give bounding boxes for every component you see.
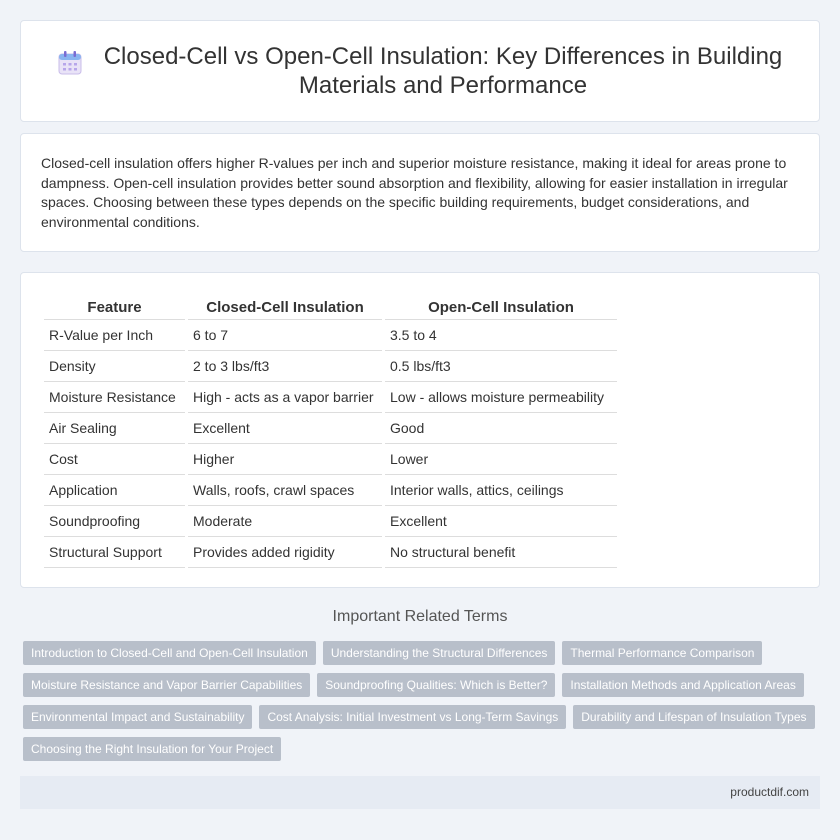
table-row [44, 382, 617, 413]
related-term-tag[interactable]: Moisture Resistance and Vapor Barrier Capabilities [23, 673, 310, 697]
table-header-feature: Feature [44, 295, 185, 320]
table-cell: 3.5 to 4 [385, 320, 617, 351]
table-cell: Lower [385, 444, 617, 475]
related-term-tag[interactable]: Installation Methods and Application Areas [562, 673, 803, 697]
table-cell: Structural Support [44, 537, 185, 568]
related-term-tag[interactable]: Understanding the Structural Differences [323, 641, 556, 665]
table-cell: 6 to 7 [188, 320, 382, 351]
related-term-tag[interactable]: Cost Analysis: Initial Investment vs Long-Term Savings [259, 705, 566, 729]
intro-card [20, 133, 820, 252]
table-cell: Provides added rigidity [188, 537, 382, 568]
table-cell: No structural benefit [385, 537, 617, 568]
related-terms-list [23, 641, 823, 769]
intro-text: Closed-cell insulation offers higher R-values per inch and superior moisture resistance, making it ideal for areas prone to dampness. Open-cell insulation provides better sound absorption and flexibility, allowing for easier installation in irregular spaces. Choosing between these types depends on the specific building requirements, budget considerations, and environmental conditions. [41, 155, 788, 230]
table-header-closed-cell: Closed-Cell Insulation [188, 295, 382, 320]
related-term-tag[interactable]: Soundproofing Qualities: Which is Better? [317, 673, 555, 697]
header-inner [57, 42, 783, 100]
table-cell: Higher [188, 444, 382, 475]
table-cell: Density [44, 351, 185, 382]
footer [20, 776, 820, 809]
table-cell: Application [44, 475, 185, 506]
calendar-icon [57, 50, 83, 76]
table-row [44, 320, 617, 351]
comparison-table-card [20, 272, 820, 588]
related-term-tag[interactable]: Choosing the Right Insulation for Your Project [23, 737, 281, 761]
comparison-table [41, 295, 620, 568]
table-header-open-cell: Open-Cell Insulation [385, 295, 617, 320]
table-cell: Cost [44, 444, 185, 475]
table-cell: Moderate [188, 506, 382, 537]
table-cell: Air Sealing [44, 413, 185, 444]
related-term-tag[interactable]: Environmental Impact and Sustainability [23, 705, 252, 729]
header-card [20, 20, 820, 122]
table-cell: Excellent [188, 413, 382, 444]
table-cell: Walls, roofs, crawl spaces [188, 475, 382, 506]
table-row [44, 413, 617, 444]
footer-site-link[interactable]: productdif.com [730, 785, 809, 799]
related-term-tag[interactable]: Durability and Lifespan of Insulation Types [573, 705, 814, 729]
table-cell: Good [385, 413, 617, 444]
table-cell: Interior walls, attics, ceilings [385, 475, 617, 506]
page-title: Closed-Cell vs Open-Cell Insulation: Key Differences in Building Materials and Performance [103, 43, 783, 99]
table-cell: 0.5 lbs/ft3 [385, 351, 617, 382]
table-row [44, 351, 617, 382]
table-row [44, 475, 617, 506]
table-cell: 2 to 3 lbs/ft3 [188, 351, 382, 382]
related-terms-title: Important Related Terms [332, 608, 508, 625]
table-row [44, 444, 617, 475]
table-row [44, 506, 617, 537]
table-cell: Moisture Resistance [44, 382, 185, 413]
table-cell: R-Value per Inch [44, 320, 185, 351]
table-cell: Soundproofing [44, 506, 185, 537]
table-cell: Low - allows moisture permeability [385, 382, 617, 413]
related-term-tag[interactable]: Thermal Performance Comparison [562, 641, 762, 665]
table-row [44, 537, 617, 568]
table-cell: High - acts as a vapor barrier [188, 382, 382, 413]
related-term-tag[interactable]: Introduction to Closed-Cell and Open-Cell Insulation [23, 641, 316, 665]
table-header-row [44, 295, 617, 320]
table-cell: Excellent [385, 506, 617, 537]
